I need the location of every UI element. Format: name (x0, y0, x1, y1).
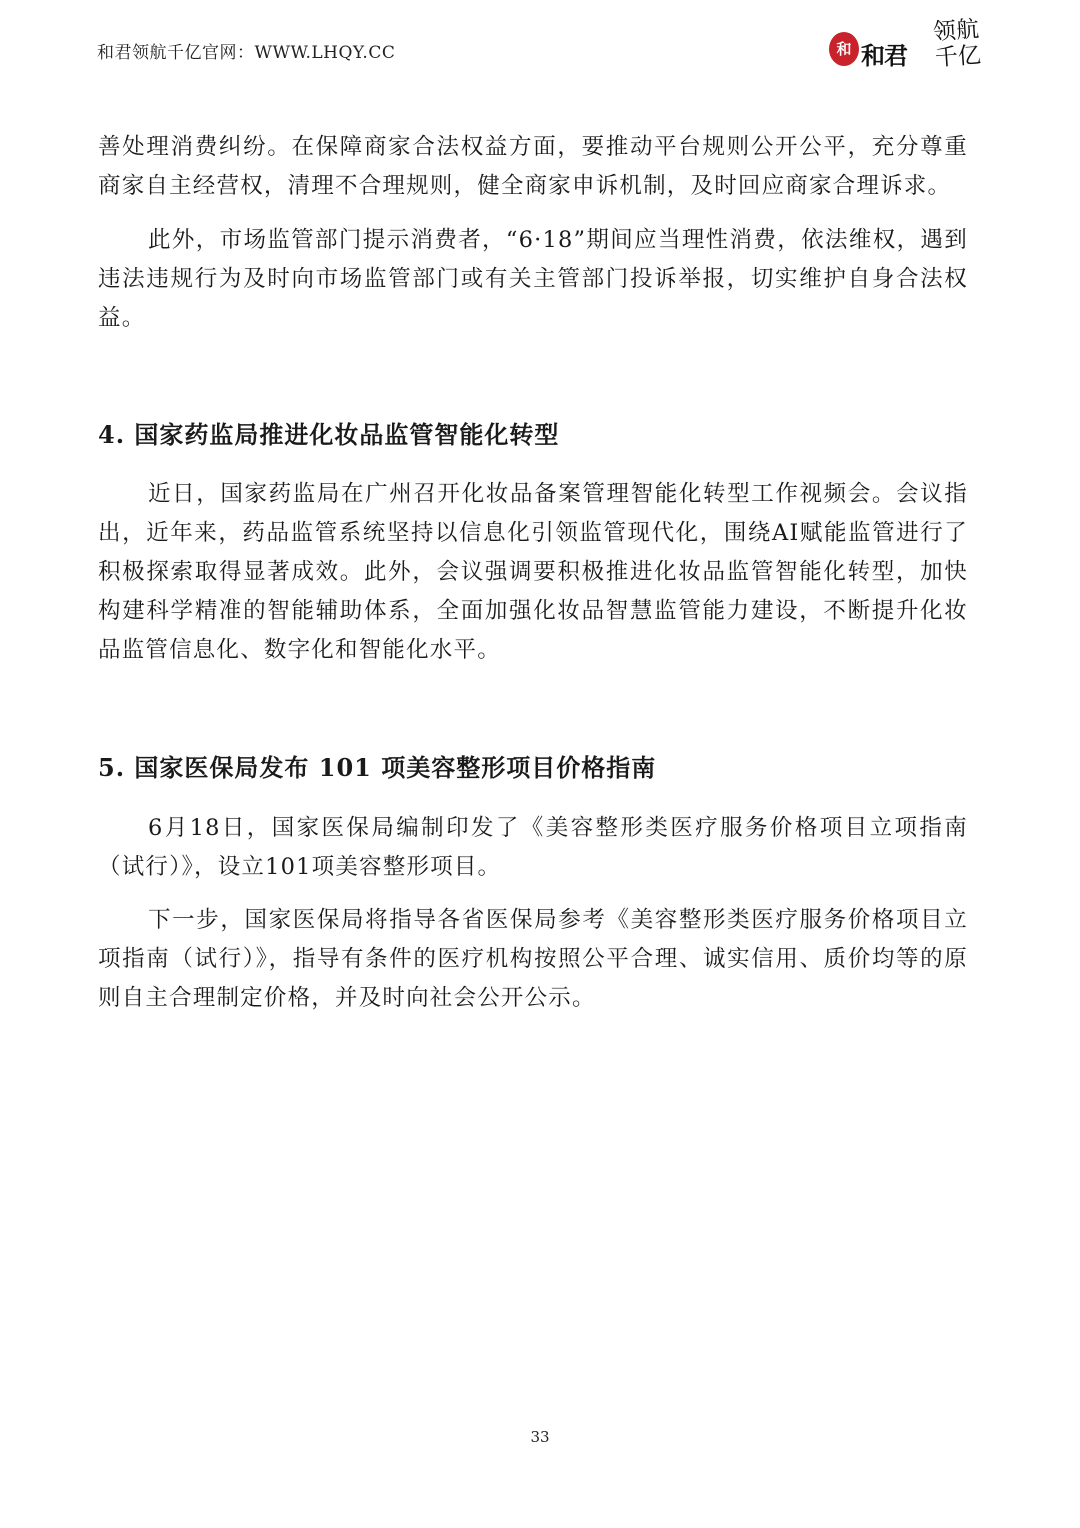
section-5-paragraph-2: 下一步，国家医保局将指导各省医保局参考《美容整形类医疗服务价格项目立项指南（试行）》，指导有条件的医疗机构按照公平合理、诚实信用、质价均等的原则自主合理制定价格，并及时向社会公开公示。 (98, 907, 968, 1011)
logo-brand-name: 和君 (861, 42, 907, 70)
page-header (0, 0, 1080, 80)
section-4-paragraph-1: 近日，国家药监局在广州召开化妆品备案管理智能化转型工作视频会。会议指出，近年来，药品监管系统坚持以信息化引领监管现代化，围绕AI赋能监管进行了积极探索取得显著成效。此外，会议强调要积极推进化妆品监管智能化转型，加快构建科学精准的智能辅助体系，全面加强化妆品智慧监管能力建设，不断提升化妆品监管信息化、数字化和智能化水平。 (98, 481, 968, 663)
logo-seal-icon: 和 (829, 32, 859, 66)
paragraph-intro-1: 善处理消费纠纷。在保障商家合法权益方面，要推动平台规则公开公平，充分尊重商家自主经营权，清理不合理规则，健全商家申诉机制，及时回应商家合理诉求。 (98, 134, 968, 199)
logo-slogan: 领航千亿 (932, 16, 982, 72)
section-heading-4: 4. 国家药监局推进化妆品监管智能化转型 (98, 420, 560, 449)
section-heading-5: 5. 国家医保局发布 101 项美容整形项目价格指南 (98, 753, 657, 782)
section-5-paragraph-1: 6月18日，国家医保局编制印发了《美容整形类医疗服务价格项目立项指南（试行）》，设立101项美容整形项目。 (98, 815, 968, 880)
document-body (98, 128, 968, 1018)
page-number: 33 (530, 1428, 550, 1446)
brand-logo (825, 16, 985, 78)
paragraph-intro-2: 此外，市场监管部门提示消费者，“6·18”期间应当理性消费，依法维权，遇到违法违规行为及时向市场监管部门或有关主管部门投诉举报，切实维护自身合法权益。 (98, 227, 968, 331)
site-label: 和君领航千亿官网：WWW.LHQY.CC (97, 43, 396, 63)
